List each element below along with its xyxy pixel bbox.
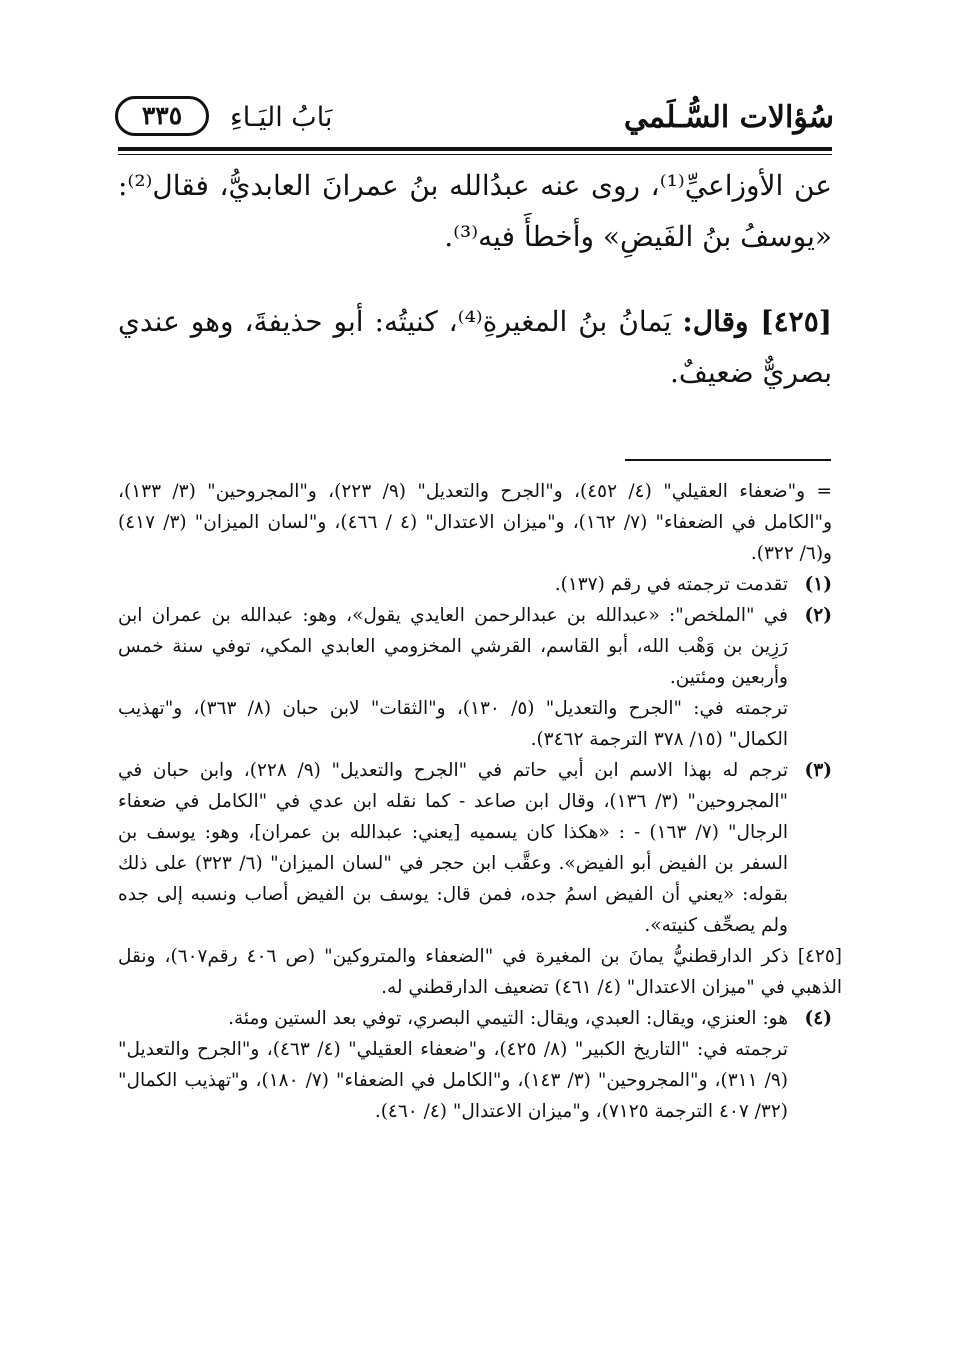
footnote-2-sources: ترجمته في: "الجرح والتعديل" (٥/ ١٣٠)، و"الثقات" لابن حبان (٨/ ٣٦٣)، و"تهذيب الكمال" (١٥/ ٣٧٨ الترجمة ٣٤٦٢). xyxy=(118,698,788,750)
entry-number: [٤٢٥] وقال: xyxy=(682,305,833,338)
entry-text: يَمانُ بنُ المغيرةِ⁽⁴⁾، كنيتُه: أبو حذيفةَ، وهو عندي بصريٌّ ضعيفٌ. xyxy=(118,305,832,389)
main-paragraph-1: عن الأوزاعيِّ⁽¹⁾، روى عنه عبدُالله بنُ عمرانَ العابديُّ، فقال⁽²⁾: «يوسفُ بنُ الفَيضِ» وأخطأَ فيه⁽³⁾. xyxy=(118,169,832,253)
footnote-1-text: تقدمت ترجمته في رقم (١٣٧). xyxy=(554,574,788,595)
footnotes xyxy=(118,476,842,1127)
footnote-4-ref: (٤) xyxy=(804,1008,832,1029)
main-paragraph-2 xyxy=(118,296,832,398)
book-title: سُؤالات السُّـلَمي xyxy=(623,100,834,135)
chapter-title: بَابُ اليَـاءِ xyxy=(230,102,333,133)
footnote-2 xyxy=(118,600,832,755)
footnote-entry-425: [٤٢٥] ذكر الدارقطنيُّ يمانَ بن المغيرة في "الضعفاء والمتروكين" (ص ٤٠٦ رقم٦٠٧)، ونقل الذهبي في "ميزان الاعتدال" (٤/ ٤٦١) تضعيف الدارقطني له. xyxy=(118,946,842,998)
footnote-separator xyxy=(625,459,831,461)
footnote-3-text: ترجم له بهذا الاسم ابن أبي حاتم في "الجرح والتعديل" (٩/ ٢٢٨)، وابن حبان في "المجروحين" (٣/ ١٣٦)، وقال ابن صاعد - كما نقله ابن عدي في "الكامل في ضعفاء الرجال" (٧/ ١٦٣) - : «هكذا كان يسميه [يعني: عبدالله بن عمران]، وهو: يوسف بن السفر بن الفيض أبو الفيض». وعقَّب ابن حجر في "لسان الميزان" (٦/ ٣٢٣) على ذلك بقوله: «يعني أن الفيض اسمُ جده، فمن قال: يوسف بن الفيض أصاب ونسبه إلى جده ولم يصحِّف كنيته». xyxy=(118,760,788,936)
footnote-continuation: = و"ضعفاء العقيلي" (٤/ ٤٥٢)، و"الجرح والتعديل" (٩/ ٢٢٣)، و"المجروحين" (٣/ ١٣٣)، و"الكامل في الضعفاء" (٧/ ١٦٢)، و"ميزان الاعتدال" (٤ / ٤٦٦)، و"لسان الميزان" (٣/ ٤١٧) و(٦/ ٣٢٢). xyxy=(118,481,833,564)
header-rule-thin xyxy=(118,154,832,155)
footnote-1 xyxy=(118,569,832,600)
header-rule-thick xyxy=(118,147,832,151)
footnote-4-text: هو: العنزي، ويقال: العبدي، ويقال: التيمي البصري، توفي بعد الستين ومئة. xyxy=(228,1008,788,1029)
footnote-3-ref: (٣) xyxy=(804,760,832,781)
footnote-4-sources: ترجمته في: "التاريخ الكبير" (٨/ ٤٢٥)، و"ضعفاء العقيلي" (٤/ ٤٦٣)، و"الجرح والتعديل" (٩/ ٣١١)، و"المجروحين" (٣/ ١٤٣)، و"الكامل في الضعفاء" (٧/ ١٨٠)، و"تهذيب الكمال" (٣٢/ ٤٠٧ الترجمة ٧١٢٥)، و"ميزان الاعتدال" (٤/ ٤٦٠). xyxy=(118,1039,789,1122)
footnote-1-ref: (١) xyxy=(804,574,832,595)
footnote-2-ref: (٢) xyxy=(804,605,832,626)
footnote-4 xyxy=(118,1003,832,1127)
page-header xyxy=(115,92,834,140)
main-text xyxy=(118,160,832,433)
footnote-2-text: في "الملخص": «عبدالله بن عبدالرحمن العايدي يقول»، وهو: عبدالله بن عمران ابن رَزِين بن وَهْب الله، أبو القاسم، القرشي المخزومي العابدي المكي، توفي سنة خمس وأربعين ومئتين. xyxy=(118,605,788,688)
page-number: ٣٣٥ xyxy=(115,96,209,136)
footnote-3 xyxy=(118,755,832,941)
